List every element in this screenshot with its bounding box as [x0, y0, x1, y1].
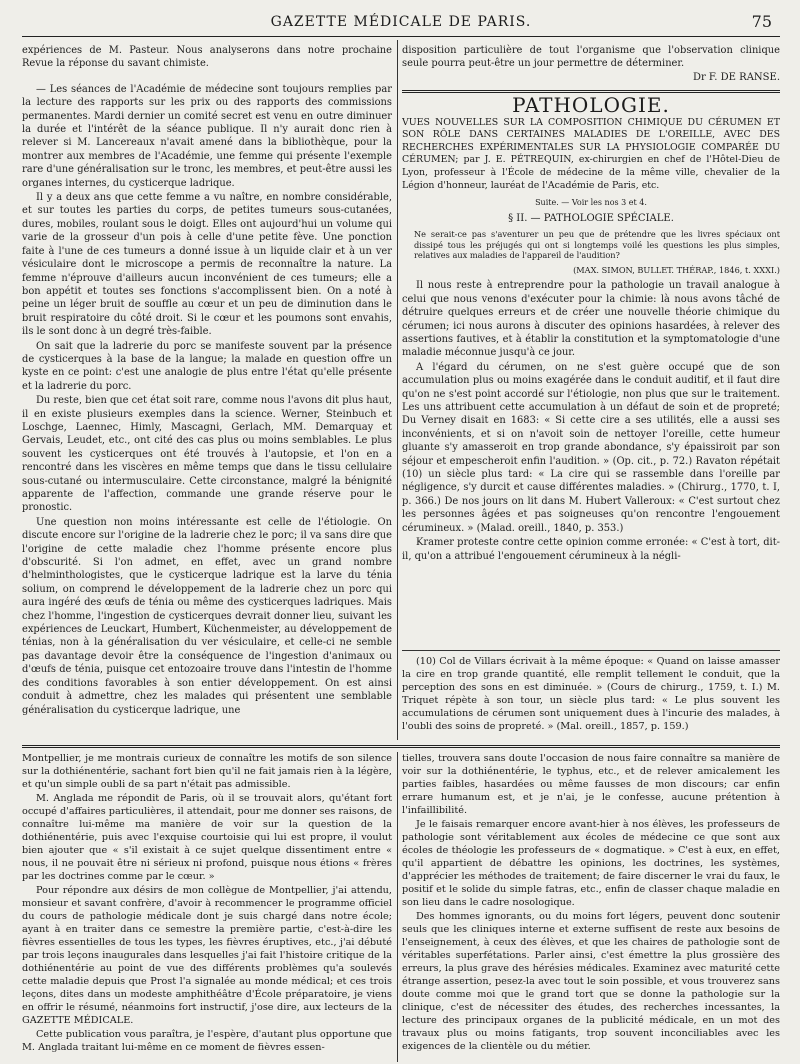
feuilleton-rule: [22, 745, 780, 748]
page-number: 75: [751, 12, 772, 31]
footnote-text: (10) Col de Villars écrivait à la même époque: « Quand on laisse amasser la cire en trop grande quantité, elle remplit tellement le conduit, que la perception des sons en est diminuée. » (Cours de chirurg., 1759, t. I.) M. Triquet répète à son tour, un siècle plus tard: « Le plus souvent les accumulations de cérumen sont uniquement dues à l'incurie des malades, à l'oubli des soins de propreté. » (Mal. oreill., 1857, p. 159.): [402, 656, 780, 732]
paragraph: Des hommes ignorants, ou du moins fort légers, peuvent donc soutenir seuls que les cliniques interne et externe suffisent de reste aux besoins de l'enseignement, à ceux des élèves, et que les chaires de pathologie sont de véritables superfétations. Parler ainsi, c'est émettre la plus grossière des erreurs, la plus grave des hérésies médicales. Examinez avec maturité cette étrange assertion, pesez-la avec tout le soin possible, et vous trouverez sans doute comme moi que le grand tort que se donne la pathologie sur la clinique, c'est de nécessiter des études, des recherches incessantes, la lecture des principaux organes de la publicité médicale, en un mot des travaux plus ou moins fatigants, trop souvent inconciliables avec les exigences de la clientèle ou du métier.: [402, 911, 780, 1052]
paragraph: A l'égard du cérumen, on ne s'est guère occupé que de son accumulation plus ou moins exagérée dans le conduit auditif, et il faut dire qu'on ne s'est point accordé sur l'étiologie, non plus que sur le traitement. Les uns attribuent cette accumulation à un défaut de soin et de propreté; Du Verney disait en 1683: « Si cette cire a ses utilités, elle a aussi ses inconvénients, et si on n'avoit soin de nettoyer l'oreille, cette humeur gluante s'y amasseroit en trop grande abondance, s'y épaissiroit par son séjour et empescheroit enfin l'audition. » (Op. cit., p. 72.) Ravaton répétait (10) un siècle plus tard: « La cire qui se rassemble dans l'oreille par négligence, s'y durcit et cause différentes maladies. » (Chirurg., 1770, t. I, p. 366.) De nos jours on lit dans M. Hubert Valleroux: « C'est surtout chez les personnes âgées et pas soigneuses qu'on rencontre l'engouement cérumineux. » (Malad. oreill., 1840, p. 353.): [402, 361, 780, 534]
paragraph: Il y a deux ans que cette femme a vu naître, en nombre considérable, et sur toutes les parties du corps, de petites tumeurs sous-cutanées, dures, mobiles, roulant sous le doigt. Elles ont aujourd'hui un volume qui varie de la grosseur d'un pois à celle d'une petite fève. Une ponction faite à l'une de ces tumeurs a donné issue à un liquide clair et à un ver vésiculaire dont le microscope a permis de reconnaître la nature. La femme n'éprouve d'ailleurs aucun inconvénient de ces tumeurs; elle a bon appétit et toutes ses fonctions s'accomplissent bien. On a noté à peine un léger bruit de souffle au cœur et un peu de diminution dans le bruit respiratoire du côté droit. Si le cœur et les poumons sont envahis, ils le sont donc à un degré très-faible.: [22, 192, 392, 338]
footnote-rule: [402, 650, 780, 651]
signature: Dr F. DE RANSE.: [692, 71, 780, 83]
epigraph: Ne serait-ce pas s'aventurer un peu que de prétendre que les livres spéciaux ont dissipé tous les préjugés qui ont si longtemps voilé les questions les plus simples, relatives aux maladies de l'appareil de l'audition?: [414, 229, 780, 261]
article-title: VUES NOUVELLES SUR LA COMPOSITION CHIMIQUE DU CÉRUMEN ET SON RÔLE DANS CERTAINES MALADIES DE L'OREILLE, AVEC DES RECHERCHES EXPÉRIMENTALES SUR LA PHYSIOLOGIE COMPARÉE DU CÉRUMEN; par J. E. PÉTREQUIN, ex-chirurgien en chef de l'Hôtel-Dieu de Lyon, professeur à l'École de médecine de la même ville, chevalier de la Légion d'honneur, lauréat de l'Académie de Paris, etc.: [402, 116, 780, 191]
paragraph: On sait que la ladrerie du porc se manifeste souvent par la présence de cysticerques à la base de la langue; la malade en question offre un kyste en ce point: c'est une analogie de plus entre l'état qu'elle présente et la ladrerie du porc.: [22, 340, 392, 392]
running-title: GAZETTE MÉDICALE DE PARIS.: [270, 14, 532, 30]
section-heading: PATHOLOGIE.: [512, 93, 670, 118]
upper-left-column: [22, 44, 392, 738]
paragraph: Je le faisais remarquer encore avant-hier à nos élèves, les professeurs de pathologie sont véritablement aux écoles de médecine ce que sont aux écoles de théologie les professeurs de « dogmatique. » C'est à eux, en effet, qu'il appartient de débattre les opinions, les doctrines, les systèmes, d'apprécier les méthodes de traitement; de faire discerner le vrai du faux, le positif et le solide du simple fatras, etc., enfin de classer chaque maladie en son lieu dans le cadre nosologique.: [402, 819, 780, 908]
paragraph: tielles, trouvera sans doute l'occasion de nous faire connaître sa manière de voir sur la dothiénentérie, le typhus, etc., et de relever amicalement les parties faibles, hasardées ou même fausses de mon discours; car enfin errare humanum est, et je n'ai, je le confesse, aucune prétention à l'infaillibilité.: [402, 753, 780, 816]
paragraph: Il nous reste à entreprendre pour la pathologie un travail analogue à celui que nous venons d'exécuter pour la chimie: là nous avons tâché de détruire quelques erreurs et de créer une nouvelle théorie chimique du cérumen; ici nous aurons à discuter des opinions hasardées, à relever des assertions fautives, et à établir la constitution et la symptomatologie d'une maladie méconnue jusqu'à ce jour.: [402, 280, 780, 359]
paragraph: disposition particulière de tout l'organisme que l'observation clinique seule pourra peut-être un jour permettre de déterminer.: [402, 45, 780, 70]
page-header: [22, 10, 780, 37]
lower-right-column: [402, 752, 780, 1062]
paragraph: Du reste, bien que cet état soit rare, comme nous l'avons dit plus haut, il en existe plusieurs exemples dans la science. Werner, Steinbuch et Loschge, Laennec, Himly, Mascagni, Gerlach, MM. Demarquay et Gervais, Leudet, etc., ont cité des cas plus ou moins semblables. Le plus souvent les cysticerques ont été trouvés à l'autopsie, et l'on en a rencontré dans les viscères en même temps que dans le tissu cellulaire sous-cutané ou intermusculaire. Cette circonstance, malgré la bénignité apparente de l'affection, commande une grande réserve pour le pronostic.: [22, 395, 392, 514]
paragraph: — Les séances de l'Académie de médecine sont toujours remplies par la lecture des rapports sur les prix ou des rapports des commissions permanentes. Mardi dernier un comité secret est venu en outre diminuer la durée et l'intérêt de la séance publique. Il n'y aurait donc rien à relever si M. Lancereaux n'avait amené dans la bibliothèque, pour la montrer aux membres de l'Académie, une femme qui présente l'exemple rare d'une généralisation sur le tronc, les membres, et peut-être aussi les organes internes, du cysticerque ladrique.: [22, 83, 392, 189]
upper-right-column: [402, 44, 780, 688]
column-divider: [397, 40, 398, 740]
paragraph: Kramer proteste contre cette opinion comme erronée: « C'est à tort, dit-il, qu'on a attribué l'engouement cérumineux à la négli-: [402, 537, 780, 562]
paragraph: Une question non moins intéressante est celle de l'étiologie. On discute encore sur l'origine de la ladrerie chez le porc; il va sans dire que l'origine de cette maladie chez l'homme présente encore plus d'obscurité. Si l'on admet, en effet, avec un grand nombre d'helminthologistes, que le cysticerque ladrique est la larve du ténia solium, on comprend le développement de la ladrerie chez un porc qui aura ingéré des œufs de ténia ou même des cysticerques ladriques. Mais chez l'homme, l'ingestion de cysticerques devrait donner lieu, suivant les expériences de Leuckart, Humbert, Küchenmeister, au développement de ténias, non à la généralisation du ver vésiculaire, et celle-ci ne semble pas davantage devoir être la conséquence de l'ingestion d'animaux ou d'œufs de ténia, puisque cet entozoaire trouve dans l'intestin de l'homme des conditions favorables à son entier développement. On est ainsi conduit à admettre, chez les malades qui présentent une semblable généralisation du cysticerque ladrique, une: [22, 516, 392, 716]
paragraph: expériences de M. Pasteur. Nous analyserons dans notre prochaine Revue la réponse du savant chimiste.: [22, 45, 392, 70]
footnote: [402, 655, 780, 739]
paragraph: M. Anglada me répondit de Paris, où il se trouvait alors, qu'étant fort occupé d'affaires particulières, il attendait, pour me donner ses raisons, de connaître lui-même ma manière de voir sur la question de la dothiénentérie, puis avec l'exquise courtoisie qui lui est propre, il voulut bien ajouter que « s'il existait à ce sujet quelque dissentiment entre « nous, il ne pouvait être ni sérieux ni profond, puisque nous étions « frères par les doctrines comme par le cœur. »: [22, 793, 392, 882]
continuation-note: Suite. — Voir les nos 3 et 4.: [535, 198, 647, 208]
epigraph-source: (MAX. SIMON, BULLET. THÉRAP., 1846, t. XXXI.): [573, 264, 780, 275]
lower-left-column: [22, 752, 392, 1062]
paragraph: Montpellier, je me montrais curieux de connaître les motifs de son silence sur la dothiénentérie, sachant fort bien qu'il ne fait jamais rien à la légère, et qu'un simple oubli de sa part n'était pas admissible.: [22, 753, 392, 790]
subsection-heading: § II. — PATHOLOGIE SPÉCIALE.: [508, 212, 674, 224]
paragraph: Pour répondre aux désirs de mon collègue de Montpellier, j'ai attendu, monsieur et savant confrère, d'avoir à recommencer le programme officiel du cours de pathologie médicale dont je suis chargé dans notre école; ayant à en traiter dans ce semestre la première partie, c'est-à-dire les fièvres essentielles de tous les types, les fièvres éruptives, etc., j'ai débuté par trois leçons inaugurales dans lesquelles j'ai fait l'histoire critique de la dothiénentérie au point de vue des différents problèmes qu'a soulevés cette maladie depuis que Prost l'a signalée au monde médical; et ces trois leçons, dites dans un modeste amphithéâtre d'École préparatoire, je viens en offrir le résumé, néanmoins fort instructif, j'ose dire, aux lecteurs de la GAZETTE MÉDICALE.: [22, 885, 392, 1026]
paragraph: Cette publication vous paraîtra, je l'espère, d'autant plus opportune que M. Anglada traitant lui-même en ce moment de fièvres essen-: [22, 1029, 392, 1053]
section-rule: [402, 90, 780, 93]
column-divider: [397, 752, 398, 1062]
